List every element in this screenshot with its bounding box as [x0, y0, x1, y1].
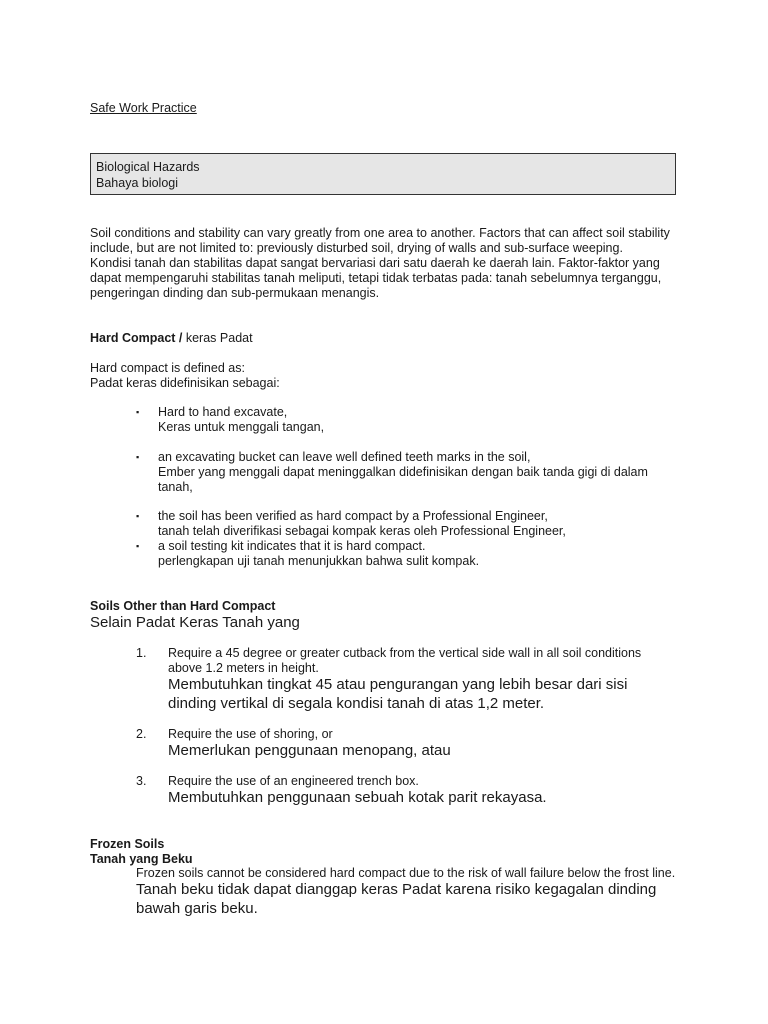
list-item-en: the soil has been verified as hard compact by a Professional Engineer, — [158, 509, 548, 523]
item-en: Require the use of shoring, or — [168, 727, 333, 741]
list-item — [158, 509, 566, 539]
intro-line: dapat mempengaruhi stabilitas tanah meliputi, tetapi tidak terbatas pada: tanah sebelumnya terganggu, — [90, 271, 662, 285]
intro-line: Kondisi tanah dan stabilitas dapat sangat bervariasi dari satu daerah ke daerah lain. Faktor-faktor yang — [90, 256, 660, 270]
hazard-box — [90, 153, 676, 195]
item-number: 3. — [136, 774, 147, 788]
list-item-en: an excavating bucket can leave well defined teeth marks in the soil, — [158, 450, 531, 464]
numbered-item — [168, 727, 451, 761]
frozen-heading-en: Frozen Soils — [90, 837, 165, 851]
intro-line: Soil conditions and stability can vary greatly from one area to another. Factors that can affect soil stability — [90, 226, 670, 240]
list-item-id: tanah telah diverifikasi sebagai kompak keras oleh Professional Engineer, — [158, 524, 566, 538]
item-en: Require the use of an engineered trench box. — [168, 774, 419, 788]
hard-compact-definition — [90, 361, 280, 391]
frozen-en: Frozen soils cannot be considered hard compact due to the risk of wall failure below the frost line. — [136, 866, 676, 880]
list-item — [158, 539, 479, 569]
hard-compact-heading — [90, 331, 253, 346]
bullet-icon: ▪ — [136, 452, 140, 462]
intro-line: pengeringan dinding dan sub-permukaan menangis. — [90, 286, 380, 300]
item-number: 2. — [136, 727, 147, 741]
hazard-title-id: Bahaya biologi — [96, 176, 179, 190]
bullet-icon: ▪ — [136, 541, 140, 551]
frozen-heading-id: Tanah yang Beku — [90, 852, 193, 866]
intro-line: include, but are not limited to: previously disturbed soil, drying of walls and sub-surface weeping. — [90, 241, 623, 255]
heading-bold: Hard Compact / — [90, 331, 186, 345]
list-item — [158, 405, 324, 435]
other-soils-heading-en: Soils Other than Hard Compact — [90, 599, 276, 613]
item-id: Membutuhkan penggunaan sebuah kotak parit rekayasa. — [168, 789, 547, 806]
list-item-id: perlengkapan uji tanah menunjukkan bahwa sulit kompak. — [158, 554, 480, 568]
item-number: 1. — [136, 646, 147, 660]
item-id: dinding vertikal di segala kondisi tanah di atas 1,2 meter. — [168, 694, 545, 712]
hazard-title-en: Biological Hazards — [96, 160, 200, 174]
item-en: above 1.2 meters in height. — [168, 661, 319, 675]
frozen-paragraph — [136, 866, 675, 918]
frozen-id: Tanah beku tidak dapat dianggap keras Padat karena risiko kegagalan dinding — [136, 881, 657, 898]
bullet-icon: ▪ — [136, 407, 140, 417]
frozen-id: bawah garis beku. — [136, 899, 258, 917]
intro-paragraph — [90, 226, 670, 301]
numbered-item — [168, 646, 641, 713]
hard-compact-list — [0, 405, 768, 575]
bullet-icon: ▪ — [136, 511, 140, 521]
definition-en: Hard compact is defined as: — [90, 361, 245, 375]
list-item-en: Hard to hand excavate, — [158, 405, 288, 419]
list-item-id: Keras untuk menggali tangan, — [158, 420, 325, 434]
list-item-id: Ember yang menggali dapat meninggalkan didefinisikan dengan baik tanda gigi di dalam — [158, 465, 648, 479]
item-id: Membutuhkan tingkat 45 atau pengurangan yang lebih besar dari sisi — [168, 676, 628, 693]
other-soils-heading-id: Selain Padat Keras Tanah yang — [90, 614, 300, 631]
item-id: Memerlukan penggunaan menopang, atau — [168, 742, 451, 759]
list-item-id: tanah, — [158, 480, 193, 494]
other-soils-list — [0, 646, 768, 811]
numbered-item — [168, 774, 547, 808]
item-en: Require a 45 degree or greater cutback from the vertical side wall in all soil conditions — [168, 646, 642, 660]
page-title: Safe Work Practice — [90, 101, 197, 115]
definition-id: Padat keras didefinisikan sebagai: — [90, 376, 280, 390]
heading-normal: keras Padat — [185, 331, 253, 345]
list-item-en: a soil testing kit indicates that it is hard compact. — [158, 539, 426, 553]
list-item — [158, 450, 648, 495]
